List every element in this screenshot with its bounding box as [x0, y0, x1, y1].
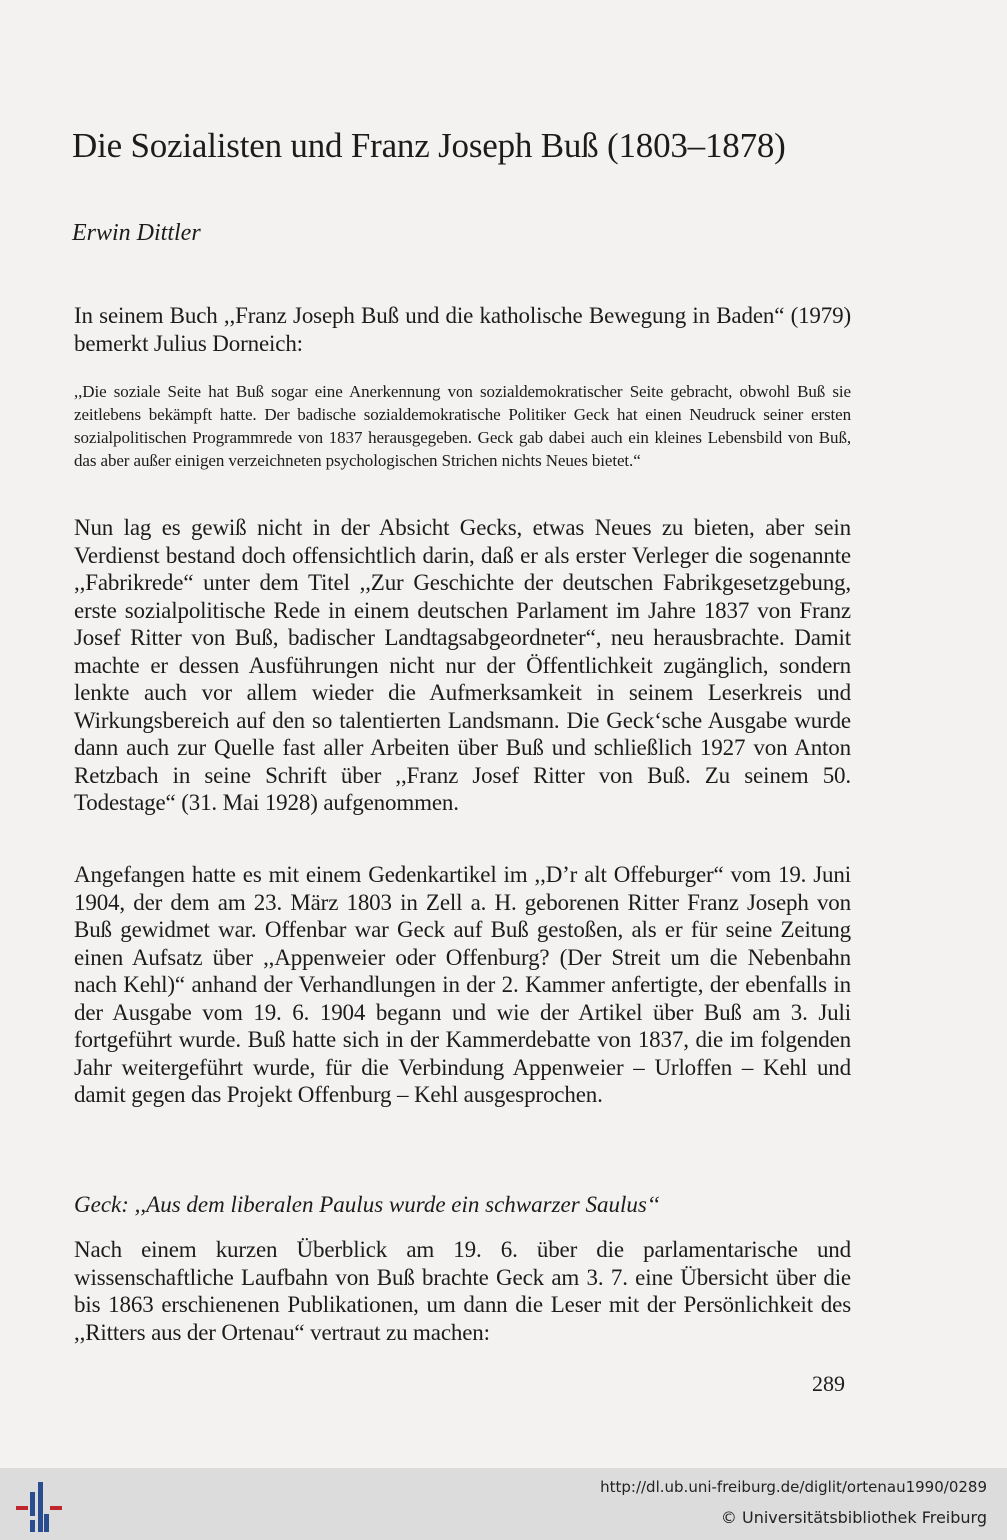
body-paragraph-2: Angefangen hatte es mit einem Gedenkartikel im ,,D’r alt Offeburger“ vom 19. Juni 1904, der dem am 23. März 1803 in Zell a. H. geborenen Ritter Franz Joseph von Buß gewidmet war. Offenbar war Geck auf Buß gestoßen, als er für seine Zeitung einen Aufsatz über ,,Appenweier oder Offenburg? (Der Streit um die Nebenbahn nach Kehl)“ anhand der Verhandlungen in der 2. Kammer anfertigte, der ebenfalls in der Ausgabe vom 19. 6. 1904 begann und wie der Artikel über Buß am 3. Juli fortgeführt wurde. Buß hatte sich in der Kammerdebatte von 1837, die im folgenden Jahr weitergeführt wurde, für die Verbindung Appenweier – Urloffen – Kehl und damit gegen das Projekt Offenburg – Kehl ausgesprochen. — [74, 862, 851, 1107]
section-heading: Geck: ,,Aus dem liberalen Paulus wurde ein schwarzer Saulus‘‘ — [74, 1192, 660, 1217]
source-url-link[interactable]: http://dl.ub.uni-freiburg.de/diglit/ortenau1990/0289 — [600, 1478, 987, 1496]
viewer-footer — [0, 1468, 1007, 1540]
block-quote: ,,Die soziale Seite hat Buß sogar eine Anerkennung von sozialdemokratischer Seite gebracht, obwohl Buß sie zeitlebens bekämpft hatte. Der badische sozialdemokratische Politiker Geck hat einen Neudruck seiner ersten sozialpolitischen Programmrede von 1837 herausgegeben. Geck gab dabei auch ein kleines Lebensbild von Buß, das aber außer einigen verzeichneten psychologischen Strichen nichts Neues bietet.“ — [74, 382, 851, 470]
body-paragraph-1: Nun lag es gewiß nicht in der Absicht Gecks, etwas Neues zu bieten, aber sein Verdienst bestand doch offensichtlich darin, daß er als erster Verleger die sogenannte ,,Fabrikrede“ unter dem Titel ,,Zur Geschichte der deutschen Fabrikgesetzgebung, erste sozialpolitische Rede in einem deutschen Parlament im Jahre 1837 von Franz Josef Ritter von Buß, badischer Landtagsabgeordneter“, neu herausbrachte. Damit machte er dessen Ausführungen nicht nur der Öffentlichkeit zugänglich, sondern lenkte auch vor allem wieder die Aufmerksamkeit in seinem Leserkreis und Wirkungsbereich auf den so talentierten Landsmann. Die Geck‘sche Ausgabe wurde dann auch zur Quelle fast aller Arbeiten über Buß und schließlich 1927 von Anton Retzbach in seine Schrift über ,,Franz Josef Ritter von Buß. Zu seinem 50. Todestage“ (31. Mai 1928) aufgenommen. — [74, 515, 851, 815]
body-paragraph-3: Nach einem kurzen Überblick am 19. 6. über die parlamentarische und wissenschaftliche Laufbahn von Buß brachte Geck am 3. 7. eine Übersicht über die bis 1863 erschienenen Publikationen, um dann die Leser mit der Persönlichkeit des ,,Ritters aus der Ortenau“ vertraut zu machen: — [74, 1237, 851, 1345]
ub-freiburg-logo-icon — [12, 1478, 66, 1536]
page-number: 289 — [812, 1371, 845, 1396]
article-author: Erwin Dittler — [72, 220, 201, 246]
article-title: Die Sozialisten und Franz Joseph Buß (1803–1878) — [72, 126, 786, 165]
copyright-notice: © Universitätsbibliothek Freiburg — [720, 1508, 987, 1527]
intro-paragraph: In seinem Buch ,,Franz Joseph Buß und die katholische Bewegung in Baden“ (1979) bemerkt Julius Dorneich: — [74, 303, 851, 356]
